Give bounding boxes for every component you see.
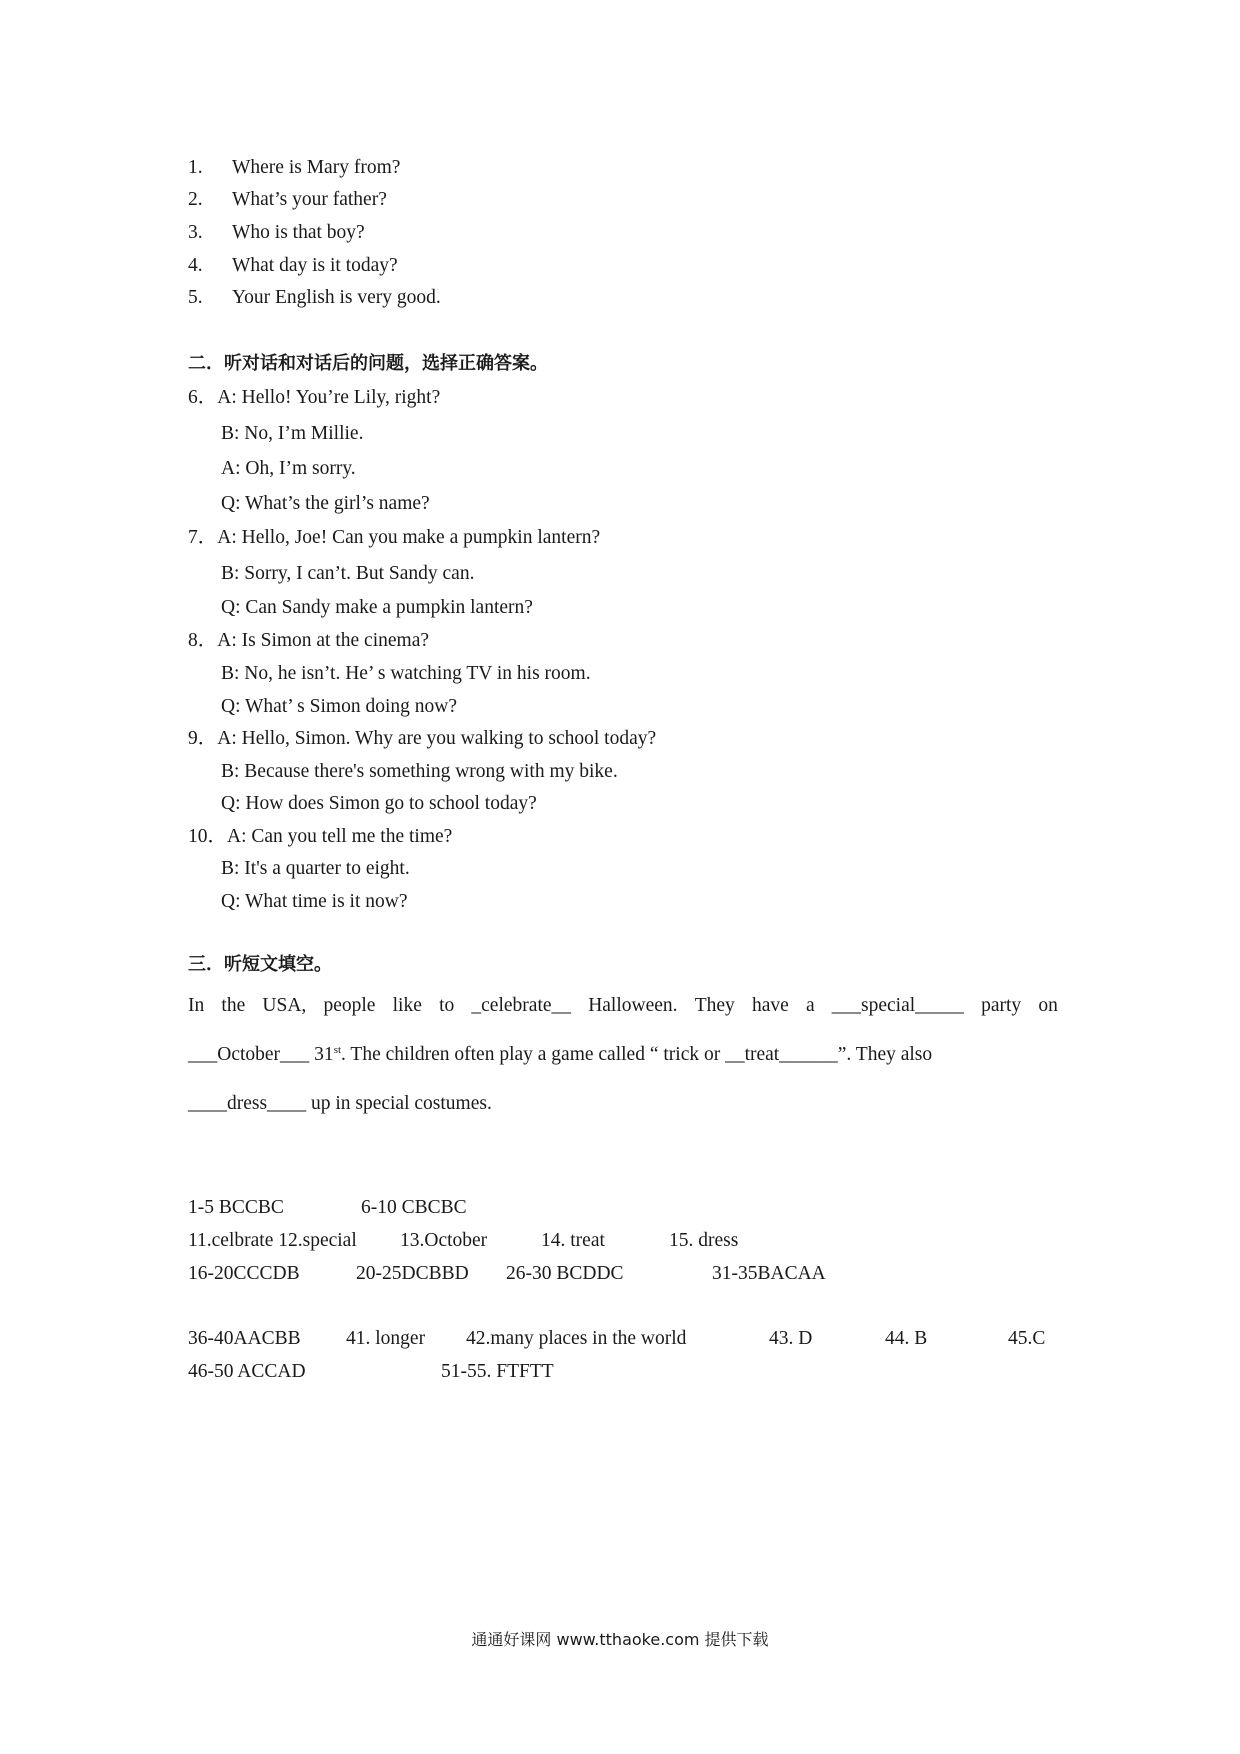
dialog-line: A: Hello, Simon. Why are you walking to school today? xyxy=(217,728,657,749)
cloze-text: ___October___ 31 xyxy=(188,1044,334,1065)
cloze-blank: ___special_____ xyxy=(831,995,964,1016)
answer-group: 6-10 CBCBC xyxy=(361,1197,467,1218)
cloze-line-3: ____dress____ up in special costumes. xyxy=(188,1093,492,1114)
dialog-line: B: No, he isn’t. He’ s watching TV in his room. xyxy=(221,663,591,684)
item-number: 5. xyxy=(188,287,203,308)
item-number: 2. xyxy=(188,189,203,210)
cloze-line-1 xyxy=(188,996,1058,1016)
cloze-word: have xyxy=(751,995,789,1016)
page-footer: 通通好课网 www.tthaoke.com 提供下载 xyxy=(471,1630,769,1649)
item-number: 4. xyxy=(188,255,203,276)
dialog-line: B: Sorry, I can’t. But Sandy can. xyxy=(221,563,475,584)
cloze-word: the xyxy=(221,995,246,1016)
cloze-word: a xyxy=(805,995,815,1016)
item-number: 1. xyxy=(188,157,203,178)
dialog-line: Q: What’ s Simon doing now? xyxy=(221,696,457,717)
answer-group: 46-50 ACCAD xyxy=(188,1361,306,1382)
dialog-number: 6． xyxy=(188,387,218,408)
answer-group: 26-30 BCDDC xyxy=(506,1263,624,1284)
dialog-line: A: Oh, I’m sorry. xyxy=(221,458,356,479)
dialog-number: 10． xyxy=(188,826,228,847)
answer-group: 43. D xyxy=(769,1328,813,1349)
cloze-word: like xyxy=(392,995,422,1016)
answer-group: 11.celbrate 12.special xyxy=(188,1230,357,1251)
answer-group: 20-25DCBBD xyxy=(356,1263,469,1284)
cloze-text: . The children often play a game called “ trick or __treat______”. They also xyxy=(341,1044,933,1065)
section3-heading: 三．听短文填空。 xyxy=(188,954,332,975)
dialog-line: A: Is Simon at the cinema? xyxy=(217,630,430,651)
question-text: Who is that boy? xyxy=(232,222,365,243)
cloze-word: They xyxy=(694,995,735,1016)
answer-group: 14. treat xyxy=(541,1230,605,1251)
cloze-word: In xyxy=(188,995,205,1016)
answer-group: 44. B xyxy=(885,1328,928,1349)
dialog-line: A: Hello! You’re Lily, right? xyxy=(217,387,441,408)
dialog-line: Q: How does Simon go to school today? xyxy=(221,793,537,814)
dialog-line: Q: Can Sandy make a pumpkin lantern? xyxy=(221,597,533,618)
dialog-line: Q: What time is it now? xyxy=(221,891,408,912)
answer-group: 1-5 BCCBC xyxy=(188,1197,284,1218)
answer-group: 13.October xyxy=(400,1230,488,1251)
answer-group: 31-35BACAA xyxy=(712,1263,826,1284)
item-number: 3. xyxy=(188,222,203,243)
answer-group: 42.many places in the world xyxy=(466,1328,687,1349)
ordinal-suffix: st xyxy=(333,1044,342,1056)
cloze-word: party xyxy=(981,995,1022,1016)
answer-group: 15. dress xyxy=(669,1230,739,1251)
cloze-line-2 xyxy=(188,1045,1058,1065)
cloze-blank: _celebrate__ xyxy=(471,995,572,1016)
cloze-word: Halloween. xyxy=(588,995,678,1016)
question-text: What’s your father? xyxy=(232,189,387,210)
dialog-line: B: Because there's something wrong with my bike. xyxy=(221,761,618,782)
dialog-number: 7． xyxy=(188,527,218,548)
question-text: Where is Mary from? xyxy=(232,157,401,178)
section2-heading: 二．听对话和对话后的问题，选择正确答案。 xyxy=(188,353,548,374)
dialog-number: 8． xyxy=(188,630,218,651)
dialog-line: A: Hello, Joe! Can you make a pumpkin lantern? xyxy=(217,527,601,548)
dialog-line: Q: What’s the girl’s name? xyxy=(221,493,430,514)
dialog-line: B: No, I’m Millie. xyxy=(221,423,364,444)
answer-group: 51-55. FTFTT xyxy=(441,1361,554,1382)
question-text: Your English is very good. xyxy=(232,287,441,308)
cloze-word: to xyxy=(439,995,455,1016)
answer-group: 16-20CCCDB xyxy=(188,1263,300,1284)
cloze-word: on xyxy=(1038,995,1058,1016)
cloze-word: people xyxy=(323,995,376,1016)
cloze-word: USA, xyxy=(262,995,307,1016)
answer-group: 45.C xyxy=(1008,1328,1046,1349)
question-text: What day is it today? xyxy=(232,255,398,276)
answer-group: 36-40AACBB xyxy=(188,1328,301,1349)
dialog-line: A: Can you tell me the time? xyxy=(227,826,453,847)
dialog-number: 9． xyxy=(188,728,218,749)
dialog-line: B: It's a quarter to eight. xyxy=(221,858,410,879)
answer-group: 41. longer xyxy=(346,1328,426,1349)
